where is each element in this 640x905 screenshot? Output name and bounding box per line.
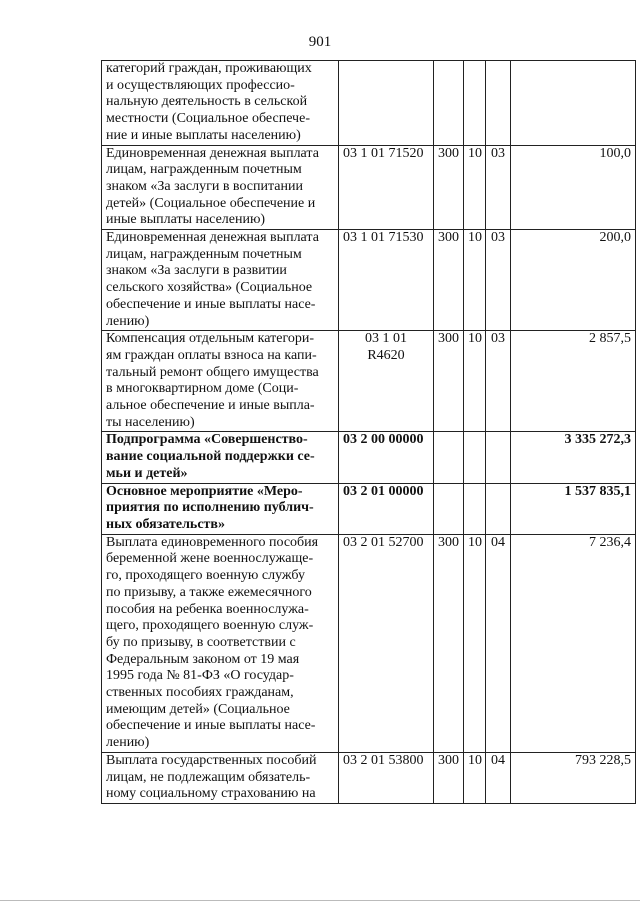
target-code-text: 03 1 01 R4620: [365, 331, 407, 363]
amount-cell: [511, 230, 636, 331]
subsection-cell: [486, 230, 511, 331]
table-row: [102, 61, 636, 146]
section-cell: [464, 752, 486, 803]
target-code-cell: [339, 145, 434, 230]
expense-type-cell: [434, 230, 464, 331]
expense-type-cell: [434, 61, 464, 146]
item-name-text: Основное мероприятие «Меро- приятия по исполнению публич- ных обязательств»: [106, 483, 314, 532]
table-row: [102, 534, 636, 752]
target-code-cell: [339, 331, 434, 432]
expense-type-cell: [434, 483, 464, 534]
subsection-cell: [486, 331, 511, 432]
expense-type-cell: [434, 534, 464, 752]
amount-cell: [511, 483, 636, 534]
item-name-text: категорий граждан, проживающих и осуществляющих профессио- нальную деятельность в сельской местности (Социальное обеспече- ние и иные выплаты населению): [106, 61, 312, 143]
expense-type-text: 300: [438, 230, 459, 246]
table-row: [102, 230, 636, 331]
section-cell: [464, 61, 486, 146]
expense-type-text: 300: [438, 331, 459, 347]
expense-type-cell: [434, 752, 464, 803]
amount-cell: [511, 61, 636, 146]
target-code-cell: [339, 483, 434, 534]
amount-cell: [511, 534, 636, 752]
section-cell: [464, 230, 486, 331]
amount-cell: [511, 752, 636, 803]
target-code-text: 03 1 01 71530: [343, 230, 424, 246]
amount-cell: [511, 432, 636, 483]
amount-text: 1 537 835,1: [564, 483, 631, 499]
subsection-cell: [486, 61, 511, 146]
table-row: [102, 331, 636, 432]
item-name-cell: [102, 432, 339, 483]
subsection-cell: [486, 432, 511, 483]
amount-cell: [511, 145, 636, 230]
item-name-text: Компенсация отдельным категори- ям граждан оплаты взноса на капи- тальный ремонт общего имущества в многоквартирном доме (Соци- альное обеспечение и иные выпла- ты населению): [106, 331, 319, 430]
page-number: 901: [308, 34, 332, 50]
item-name-text: Единовременная денежная выплата лицам, награжденным почетным знаком «За заслуги в развитии сельского хозяйства» (Социальное обеспечение и иные выплаты насе- лению): [106, 230, 319, 329]
amount-text: 2 857,5: [589, 331, 631, 347]
section-cell: [464, 432, 486, 483]
subsection-cell: [486, 752, 511, 803]
target-code-text: 03 1 01 71520: [343, 145, 424, 161]
subsection-cell: [486, 145, 511, 230]
table-body: [102, 61, 636, 804]
amount-text: 3 335 272,3: [564, 432, 631, 448]
target-code-cell: [339, 432, 434, 483]
table-row: [102, 752, 636, 803]
table-row: [102, 432, 636, 483]
subsection-cell: [486, 483, 511, 534]
item-name-text: Выплата единовременного пособия беременной жене военнослужаще- го, проходящего военную службу по призыву, а также ежемесячного пособия на ребенка военнослужа- щего, проходящего военную служ- бу по призыву, в соответствии с Федеральным законом от 19 мая 1995 года № 81-ФЗ «О государ- ственных пособиях гражданам, имеющим детей» (Социальное обеспечение и иные выплаты насе- лению): [106, 534, 319, 751]
amount-text: 100,0: [599, 145, 631, 161]
expense-type-cell: [434, 145, 464, 230]
expense-type-cell: [434, 331, 464, 432]
item-name-cell: [102, 331, 339, 432]
target-code-cell: [339, 752, 434, 803]
section-cell: [464, 145, 486, 230]
expense-type-text: 300: [438, 534, 459, 550]
target-code-cell: [339, 230, 434, 331]
section-cell: [464, 483, 486, 534]
item-name-text: Подпрограмма «Совершенство- вание социальной поддержки се- мьи и детей»: [106, 432, 315, 481]
subsection-text: 03: [491, 331, 505, 347]
item-name-text: Выплата государственных пособий лицам, не подлежащим обязатель- ному социальному страхованию на: [106, 752, 317, 802]
item-name-cell: [102, 534, 339, 752]
expense-type-text: 300: [438, 145, 459, 161]
amount-text: 200,0: [599, 230, 631, 246]
section-text: 10: [468, 230, 482, 246]
item-name-cell: [102, 61, 339, 146]
subsection-text: 03: [491, 145, 505, 161]
expense-type-cell: [434, 432, 464, 483]
section-cell: [464, 534, 486, 752]
budget-table: [101, 60, 636, 804]
item-name-cell: [102, 230, 339, 331]
subsection-text: 04: [491, 752, 505, 768]
table-row: [102, 145, 636, 230]
section-text: 10: [468, 145, 482, 161]
item-name-cell: [102, 483, 339, 534]
subsection-text: 04: [491, 534, 505, 550]
page-edge-line: [0, 900, 640, 901]
item-name-text: Единовременная денежная выплата лицам, награжденным почетным знаком «За заслуги в воспитании детей» (Социальное обеспечение и иные выплаты населению): [106, 145, 319, 228]
amount-text: 793 228,5: [575, 752, 631, 768]
target-code-text: 03 2 01 53800: [343, 752, 424, 768]
target-code-cell: [339, 534, 434, 752]
section-text: 10: [468, 752, 482, 768]
section-cell: [464, 331, 486, 432]
target-code-cell: [339, 61, 434, 146]
target-code-text: 03 2 01 00000: [343, 483, 424, 499]
target-code-text: 03 2 00 00000: [343, 432, 424, 448]
target-code-text: 03 2 01 52700: [343, 534, 424, 550]
subsection-cell: [486, 534, 511, 752]
section-text: 10: [468, 331, 482, 347]
table-row: [102, 483, 636, 534]
expense-type-text: 300: [438, 752, 459, 768]
amount-text: 7 236,4: [589, 534, 631, 550]
item-name-cell: [102, 145, 339, 230]
amount-cell: [511, 331, 636, 432]
subsection-text: 03: [491, 230, 505, 246]
item-name-cell: [102, 752, 339, 803]
section-text: 10: [468, 534, 482, 550]
